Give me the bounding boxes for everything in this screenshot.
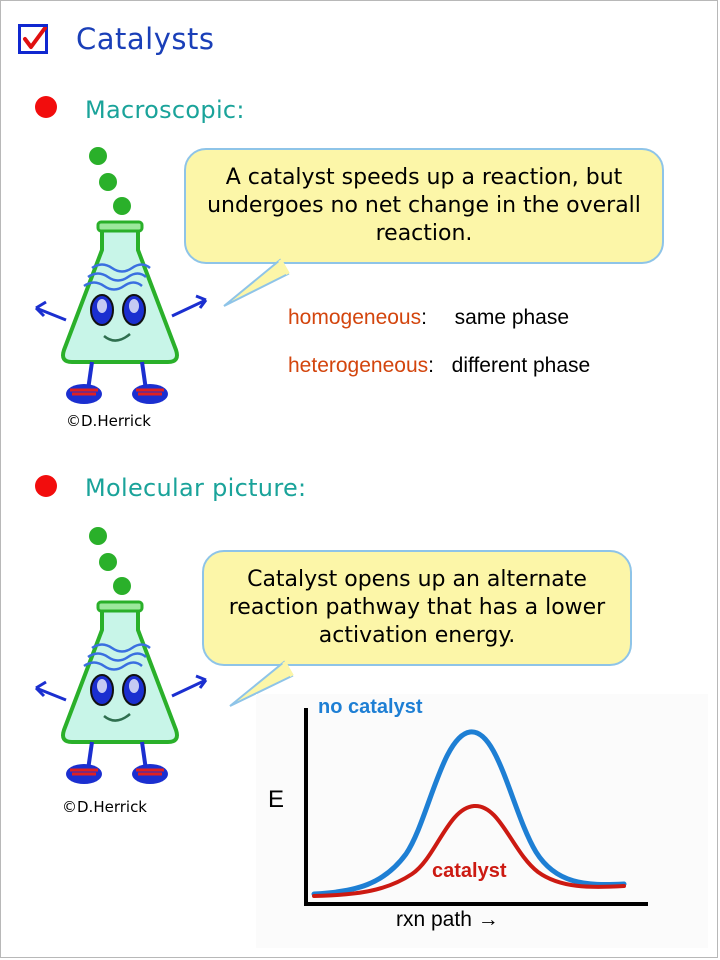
definition-desc-homogeneous: same phase <box>454 306 570 329</box>
definition-sep-1: : <box>421 306 427 329</box>
credit-macroscopic: ©D.Herrick <box>66 412 151 430</box>
definition-homogeneous <box>288 306 569 330</box>
definition-heterogeneous <box>288 354 590 378</box>
definition-sep-2: : <box>428 354 434 377</box>
chart-annotation-no-catalyst: no catalyst <box>318 696 423 718</box>
section-heading-molecular: Molecular picture: <box>85 474 307 502</box>
chart-annotation-catalyst: catalyst <box>432 860 507 882</box>
slide-title-row <box>18 22 214 56</box>
flask-character-illustration-2 <box>30 520 230 795</box>
page-title: Catalysts <box>76 22 215 56</box>
speech-bubble-molecular: Catalyst opens up an alternate reaction pathway that has a lower activation energy. <box>202 550 632 666</box>
chart-x-axis-label: rxn path → <box>396 908 499 931</box>
definition-term-heterogeneous: heterogeneous <box>288 354 429 377</box>
speech-bubble-macroscopic: A catalyst speeds up a reaction, but undergoes no net change in the overall reaction. <box>184 148 664 264</box>
chart-y-axis-label: E <box>268 786 285 813</box>
bullet-molecular <box>35 475 57 497</box>
definition-term-homogeneous: homogeneous <box>288 306 422 329</box>
bullet-macroscopic <box>35 96 57 118</box>
energy-diagram-chart <box>256 694 708 948</box>
credit-molecular: ©D.Herrick <box>62 798 147 816</box>
definition-desc-heterogeneous: different phase <box>451 354 591 377</box>
section-heading-macroscopic: Macroscopic: <box>85 96 245 124</box>
speech-bubble-tail-macroscopic <box>216 258 296 308</box>
checkbox-checked-icon <box>18 24 48 54</box>
